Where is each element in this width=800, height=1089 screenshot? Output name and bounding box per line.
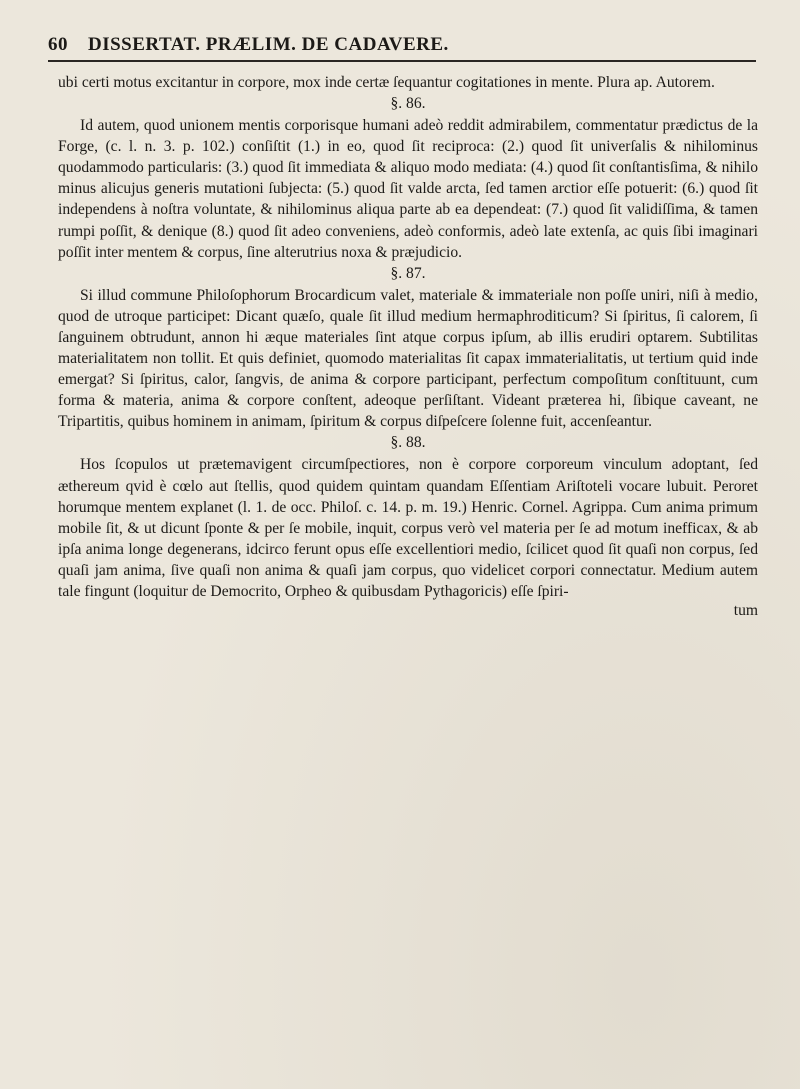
section-number-88: §. 88. <box>390 434 426 452</box>
paragraph-87: Si illud commune Philoſophorum Brocardicum valet, materiale & immateriale non poſſe uniri, niſi à medio, quod de utroque participet: Dicant quæſo, quale ſit illud medium hermaphroditicum? Si ſpiritus, ſi calorem, ſi ſanguinem obtrudunt, annon hi æque materiales ſint atque corpus ipſum, ab illis erudiri optarem. Subtilitas materialitatem non tollit. Et quis definiet, quomodo materialitas ſit capax immaterialitatis, ut tertium quid inde emergat? Si ſpiritus, calor, ſangvis, de anima & corpore participant, perfectum compoſitum conſtituunt, cum forma & materia, anima & corpore conſtent, adeoque perſiſtant. Videant præterea hi, ſibique caveant, ne Tripartitis, quibus hominem in animam, ſpiritum & corpus diſpeſcere ſolenne fuit, accenſeantur. <box>58 286 758 431</box>
running-title: DISSERTAT. PRÆLIM. DE CADAVERE. <box>88 34 449 55</box>
body-text <box>58 72 758 602</box>
running-head <box>48 30 766 60</box>
header-rule <box>48 60 756 62</box>
catchword: tum <box>733 602 758 620</box>
page-number: 60 <box>48 34 68 55</box>
section-number-87: §. 87. <box>390 264 426 282</box>
paragraph-86: Id autem, quod unionem mentis corporisque humani adeò reddit admirabilem, commentatur prædictus de la Forge, (c. l. n. 3. p. 102.) conſiſtit (1.) in eo, quod ſit reciproca: (2.) quod ſit univerſalis & nihilominus quodammodo particularis: (3.) quod ſit immediata & aliquo modo mediata: (4.) quod ſit conſtantisſima, & nihilo minus alicujus generis mutationi ſubjecta: (5.) quod ſit valde arcta, ſed tamen arctior eſſe potuerit: (6.) quod ſit independens à noſtra voluntate, & nihilominus aliqua parte ab ea dependeat: (7.) quod ſit validiſſima, & tamen rumpi poſſit, & denique (8.) quod ſit adeo conveniens, adeò conformis, adeò late extenſa, ac quis ſibi imaginari poſſit inter mentem & corpus, ſine alterutrius noxa & præjudicio. <box>58 117 758 261</box>
section-number-86: §. 86. <box>390 95 426 113</box>
paragraph-88: Hos ſcopulos ut prætemavigent circumſpectiores, non è corpore corporeum vinculum adoptant, ſed æthereum qvid è cœlo aut ſtellis, quod quidem quintam quandam Eſſentiam Ariſtoteli vocare lubuit. Peroret horumque mentem explanet (l. 1. de occ. Philoſ. c. 14. p. m. 19.) Henric. Cornel. Agrippa. Cum anima primum mobile ſit, & ut dicunt ſponte & per ſe mobile, inquit, corpus verò vel materia per ſe ad motum inefficax, & ab ipſa anima longe degenerans, idcirco ferunt opus eſſe excellentiori medio, ſcilicet quod ſit quaſi non corpus, ſed quaſi jam anima, ſive quaſi non anima & quaſi jam corpus, quo videlicet corpori connectatur. Medium autem tale fingunt (loquitur de Democrito, Orpheo & quibusdam Pythagoricis) eſſe ſpiri- <box>58 456 758 600</box>
paragraph-continuation: ubi certi motus excitantur in corpore, mox inde certæ ſequantur cogitationes in mente. Plura ap. Autorem. <box>58 74 715 91</box>
